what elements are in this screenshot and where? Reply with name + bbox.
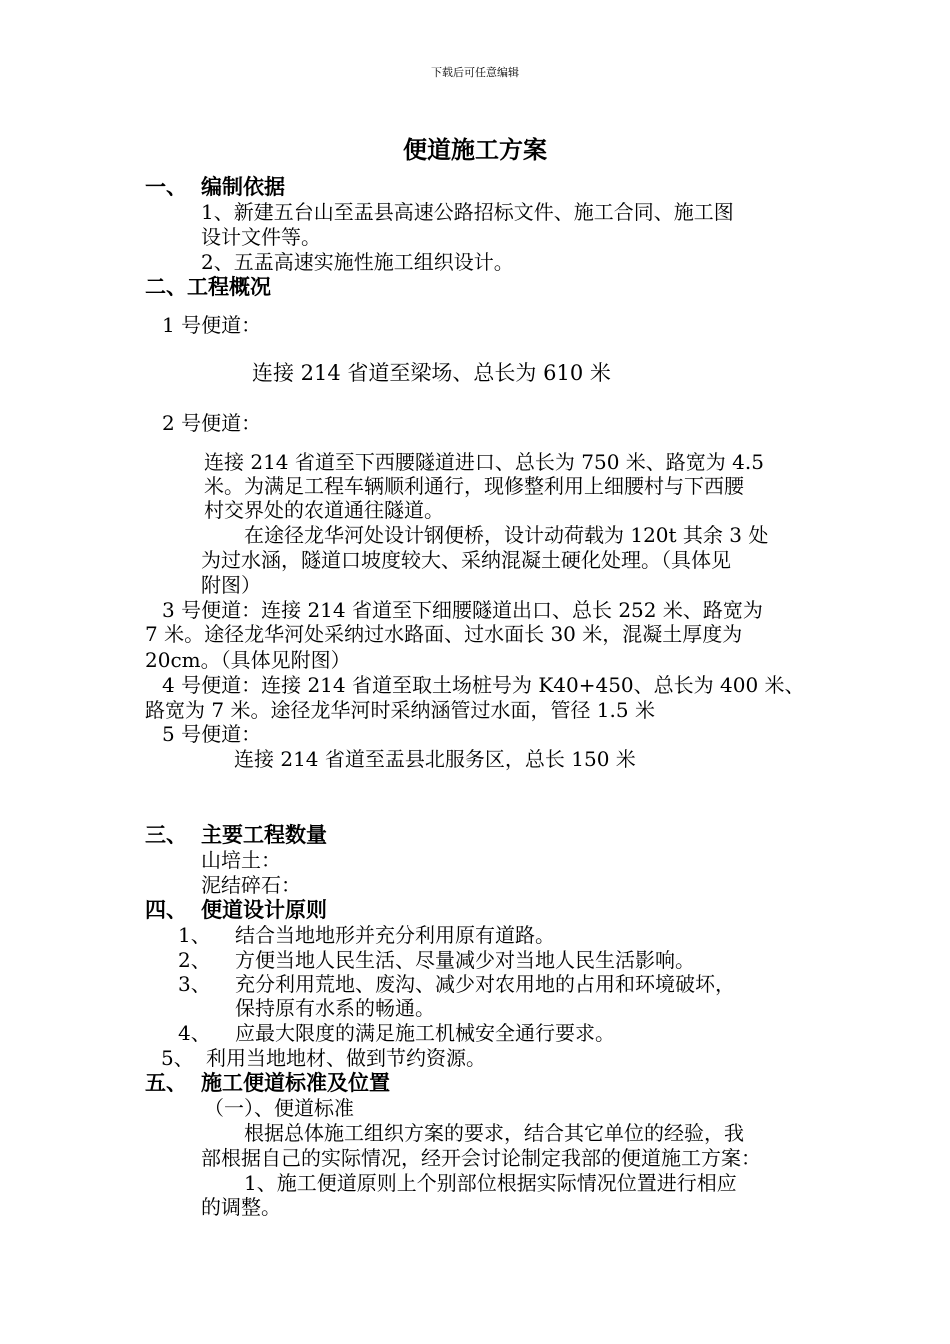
principle-3-text: 充分利用荒地、废沟、减少对农用地的占用和环境破坏， [235, 972, 735, 996]
road-2-line-3: 村交界处的农道通往隧道。 [204, 498, 444, 522]
road-2-line-6: 附图） [201, 573, 261, 597]
road-4-line-1: 4 号便道：连接 214 省道至取土场桩号为 K40+450、总长为 400 米、 [162, 673, 805, 697]
section-5-subheading: （一）、便道标准 [204, 1096, 354, 1120]
section-3-item-1: 山培土： [201, 848, 281, 872]
principle-5-number: 5、 [161, 1046, 194, 1070]
principle-2-text: 方便当地人民生活、尽量减少对当地人民生活影响。 [235, 948, 695, 972]
section-3-heading [145, 822, 327, 848]
principle-3-line-2: 保持原有水系的畅通。 [235, 996, 435, 1020]
principle-4-text: 应最大限度的满足施工机械安全通行要求。 [235, 1021, 615, 1045]
road-1-text: 连接 214 省道至梁场、总长为 610 米 [252, 361, 611, 385]
section-5-title: 施工便道标准及位置 [201, 1071, 390, 1095]
section-2-heading: 二、工程概况 [145, 275, 271, 299]
section-5-para-2-line-1: 1、施工便道原则上个别部位根据实际情况位置进行相应 [244, 1171, 737, 1195]
road-3-line-3: 20cm。（具体见附图） [145, 648, 351, 672]
section-5-para-2-line-2: 的调整。 [201, 1195, 281, 1219]
principle-1-text: 结合当地地形并充分利用原有道路。 [235, 923, 555, 947]
section-5-para-1-line-1: 根据总体施工组织方案的要求，结合其它单位的经验，我 [244, 1121, 744, 1145]
section-1-heading [145, 174, 285, 200]
principle-2 [178, 948, 695, 972]
section-1-item-1-line-2: 设计文件等。 [201, 225, 321, 249]
section-5-number: 五、 [145, 1071, 187, 1095]
road-4-line-2: 路宽为 7 米。途径龙华河时采纳涵管过水面，管径 1.5 米 [145, 698, 655, 722]
road-3-line-1: 3 号便道：连接 214 省道至下细腰隧道出口、总长 252 米、路宽为 [162, 598, 763, 622]
section-1-item-1-line-1: 1、新建五台山至盂县高速公路招标文件、施工合同、施工图 [201, 200, 734, 224]
principle-5 [161, 1046, 486, 1070]
section-3-number: 三、 [145, 823, 187, 847]
road-2-line-1: 连接 214 省道至下西腰隧道进口、总长为 750 米、路宽为 4.5 [204, 450, 764, 474]
road-2-label: 2 号便道： [162, 411, 262, 435]
principle-1 [178, 923, 555, 947]
principle-4 [178, 1021, 615, 1045]
road-3-line-2: 7 米。途径龙华河处采纳过水路面、过水面长 30 米，混凝土厚度为 [145, 622, 743, 646]
principle-5-text: 利用当地地材、做到节约资源。 [206, 1046, 486, 1070]
section-3-item-2: 泥结碎石： [201, 873, 301, 897]
road-2-line-2: 米。为满足工程车辆顺利通行，现修整利用上细腰村与下西腰 [204, 474, 744, 498]
section-5-para-1-line-2: 部根据自己的实际情况，经开会讨论制定我部的便道施工方案： [201, 1146, 761, 1170]
header-note: 下载后可任意编辑 [431, 66, 519, 79]
principle-3 [178, 972, 735, 996]
road-1-label: 1 号便道： [162, 313, 262, 337]
document-title: 便道施工方案 [403, 136, 547, 164]
section-3-title: 主要工程数量 [201, 823, 327, 847]
section-1-number: 一、 [145, 175, 187, 199]
principle-4-number: 4、 [178, 1021, 211, 1045]
section-4-heading [145, 897, 327, 923]
road-2-line-5: 为过水涵，隧道口坡度较大、采纳混凝土硬化处理。（具体见 [201, 548, 731, 572]
principle-1-number: 1、 [178, 923, 211, 947]
section-1-title: 编制依据 [201, 175, 285, 199]
section-4-title: 便道设计原则 [201, 898, 327, 922]
road-5-label: 5 号便道： [162, 722, 262, 746]
principle-2-number: 2、 [178, 948, 211, 972]
road-5-text: 连接 214 省道至盂县北服务区，总长 150 米 [234, 747, 636, 771]
principle-3-number: 3、 [178, 972, 211, 996]
road-2-line-4: 在途径龙华河处设计钢便桥，设计动荷载为 120t 其余 3 处 [244, 523, 769, 547]
section-5-heading [145, 1070, 390, 1096]
section-4-number: 四、 [145, 898, 187, 922]
section-1-item-2: 2、五盂高速实施性施工组织设计。 [201, 250, 514, 274]
